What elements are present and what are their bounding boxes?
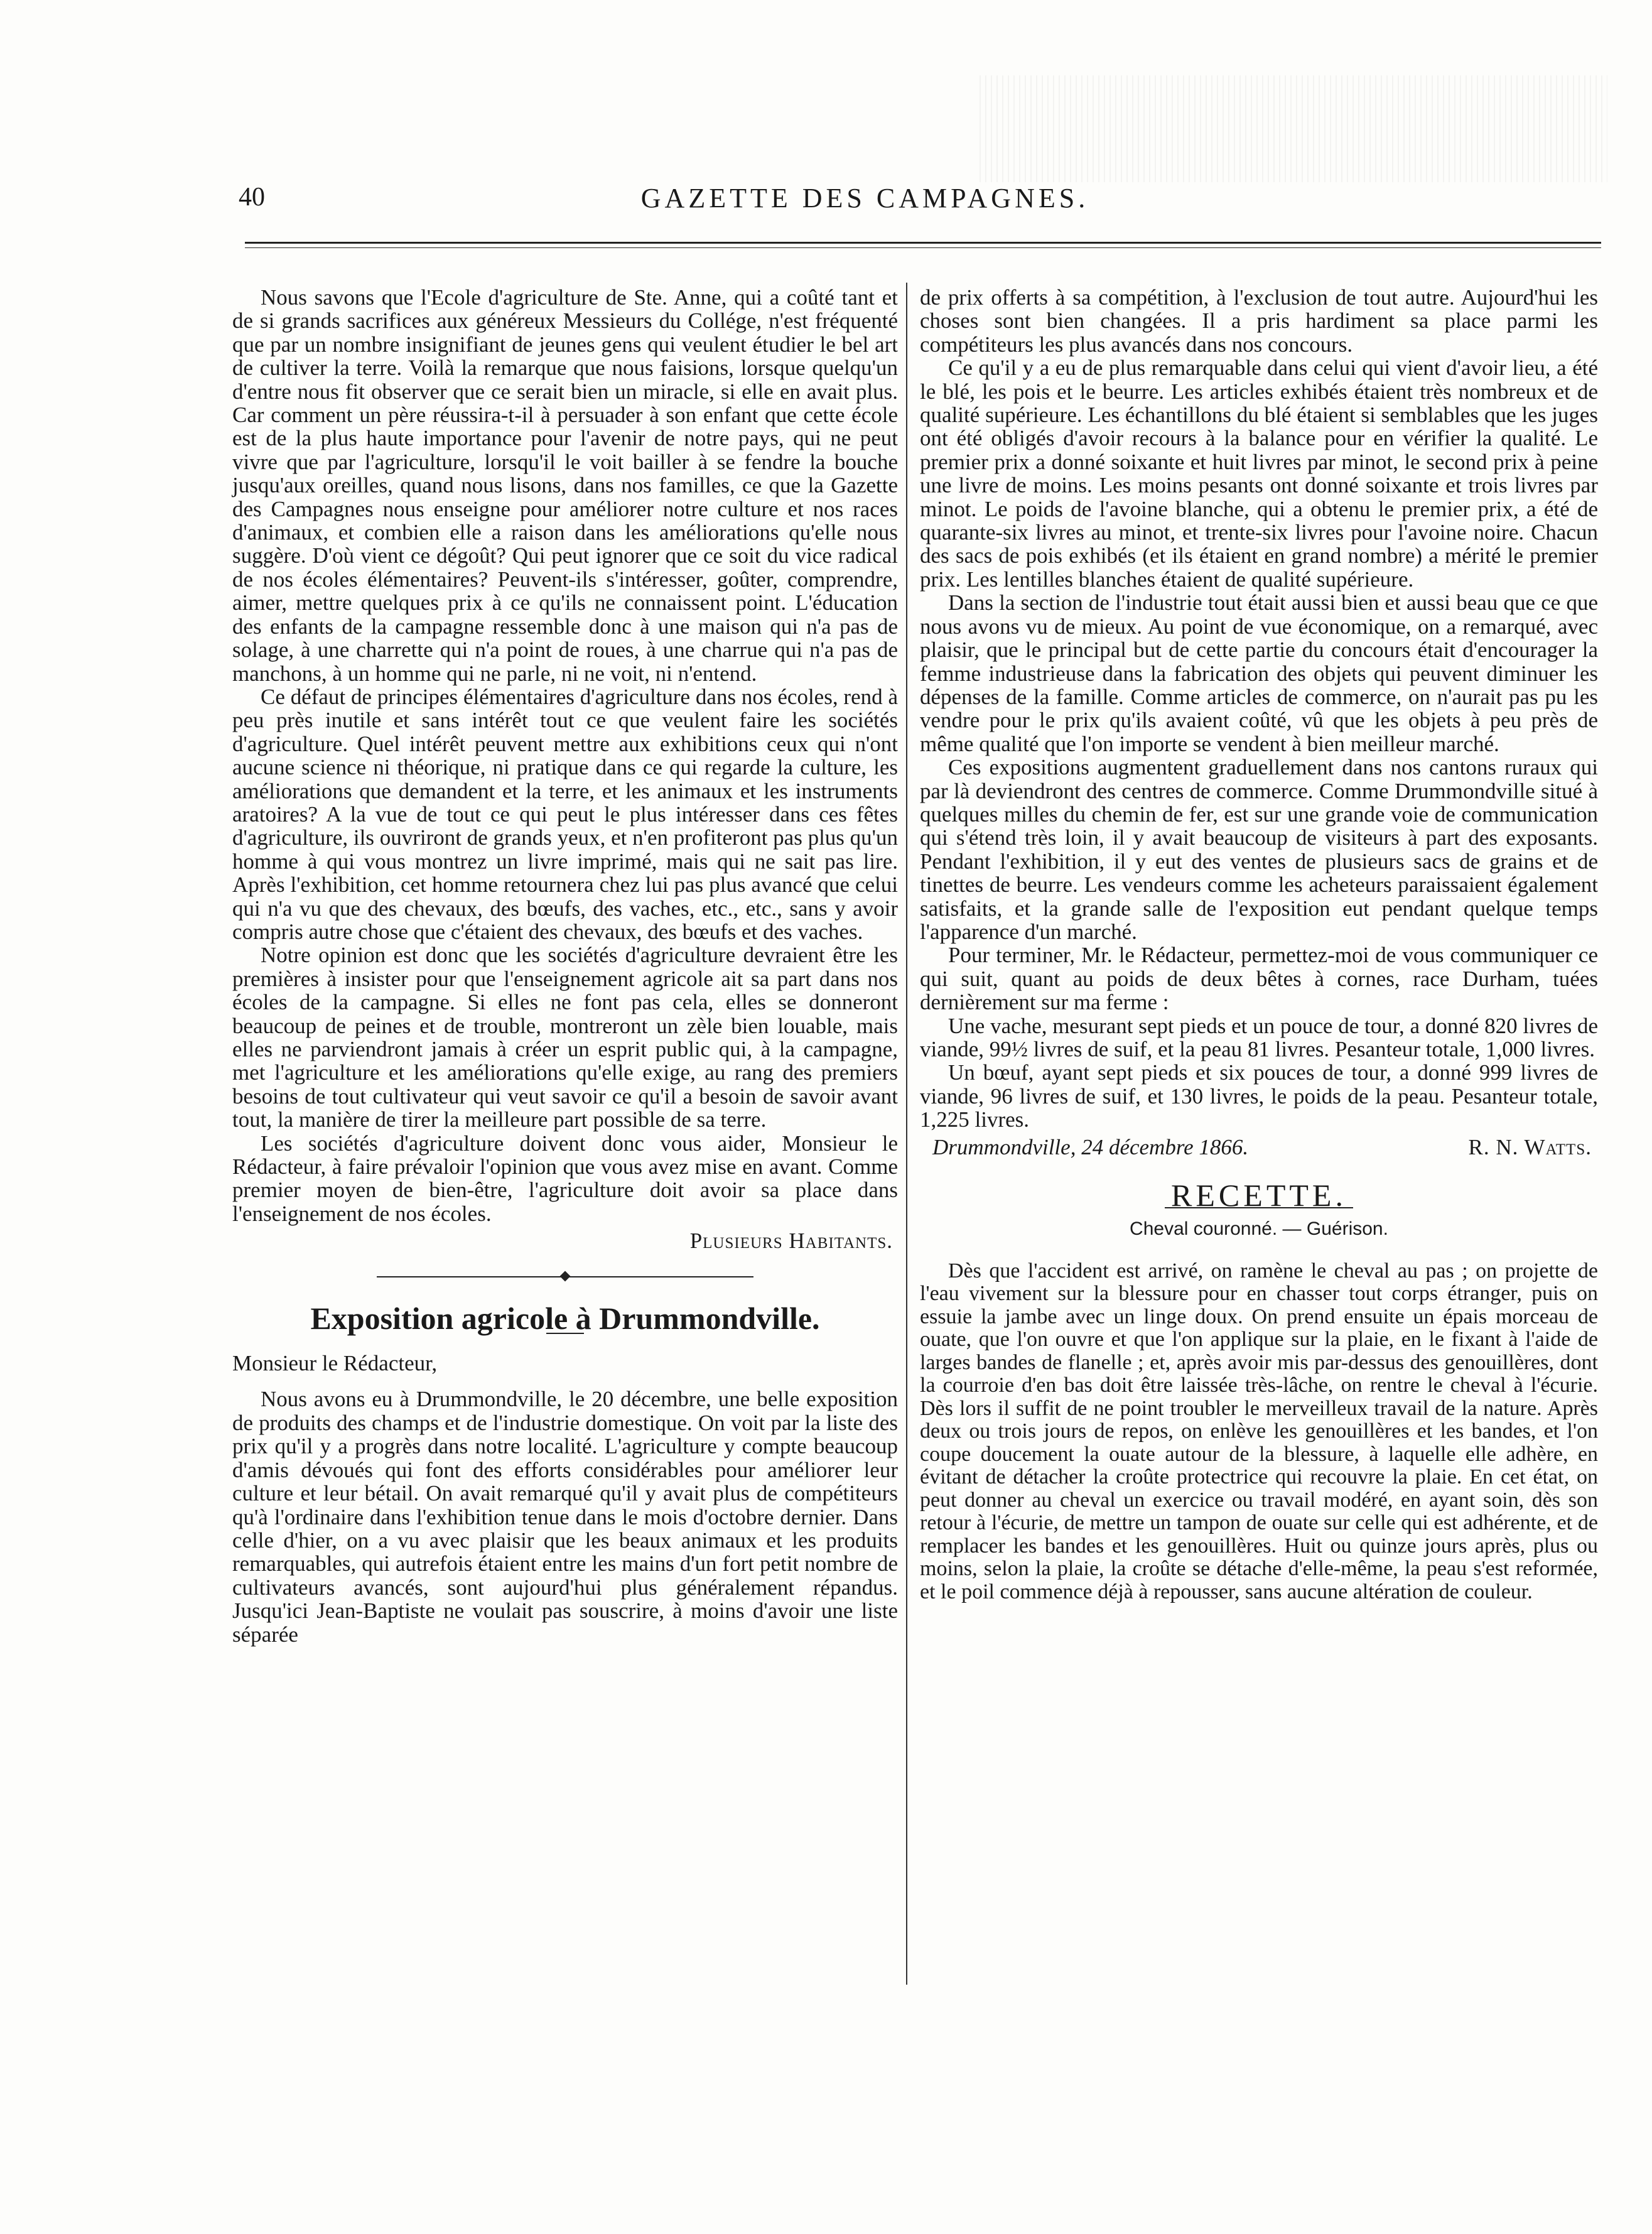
paragraph: Dès que l'accident est arrivé, on ramène le cheval au pas ; on projette de l'eau vivement sur la blessure pour en chasser tout corps étranger, puis on essuie la jambe avec un linge doux. On prend ensuite un épais morceau de ouate, que l'on ouvre et que l'on applique sur la plaie, en le fixant à l'aide de larges bandes de flanelle ; et, après avoir mis par-dessus des genouillères, dont la courroie d'en bas doit être laissée très-lâche, on rentre le cheval à l'écurie. Dès lors il suffit de ne point troubler le merveilleux travail de la nature. Après deux ou trois jours de repos, on enlève les genouillères et les bandes, et l'on coupe doucement la ouate autour de la blessure, à laquelle elle adhère, en évitant de détacher la croûte protectrice qui recouvre la plaie. En cet état, on peut donner au cheval un exercice ou travail modéré, en ayant soin, dès son retour à l'écurie, de mettre un tampon de ouate sur celle qui est adhérente, et de remplacer les bandes et les genouillères. Huit ou quinze jours après, plus ou moins, selon la plaie, la croûte se détache d'elle-même, la peau s'est reformée, et le poil commence déjà à repousser, sans aucune altération de couleur.	[920, 1259, 1598, 1603]
signature: Plusieurs Habitants.	[689, 1228, 893, 1254]
paragraph: Notre opinion est donc que les sociétés d'agriculture devraient être les premières à insister pour que l'enseignement agricole ait sa part dans nos écoles de la campagne. Si elles ne font pas cela, elles se donneront beaucoup de peines et de trouble, montreront un zèle bien louable, mais elles ne parviendront jamais à créer un esprit public qui, à la campagne, met l'agriculture et les améliorations qu'elle exige, au rang des premiers besoins de tout cultivateur qui veut savoir ce qu'il a besoin de savoir avant tout, la manière de tirer la meilleure part possible de sa terre.	[232, 943, 898, 1132]
running-title: GAZETTE DES CAMPAGNES.	[640, 183, 1089, 214]
paragraph: Ce qu'il y a eu de plus remarquable dans celui qui vient d'avoir lieu, a été le blé, les pois et le beurre. Les articles exhibés étaient très nombreux et de qualité supérieure. Les échantillons du blé étaient si semblables que les juges ont été obligés d'avoir recours à la balance pour en vérifier la qualité. Le premier prix a donné soixante et huit livres par minot, le second prix à peine une livre de moins. Les moins pesants ont donné soixante et trois livres par minot. Le poids de l'avoine blanche, qui a obtenu le premier prix, a été de quarante-six livres au minot, et trente-six livres pour l'avoine noire. Chacun des sacs de pois exhibés (et ils étaient en grand nombre) a mérité le premier prix. Les lentilles blanches étaient de qualité supérieure.	[920, 355, 1598, 592]
recipe-title: RECETTE.	[1171, 1178, 1347, 1213]
dateline	[920, 1136, 1598, 1159]
scan-noise	[980, 75, 1607, 182]
date-place: Drummondville, 24 décembre 1866.	[932, 1134, 1249, 1159]
salutation: Monsieur le Rédacteur,	[232, 1351, 438, 1376]
paragraph: Ce défaut de principes élémentaires d'agriculture dans nos écoles, rend à peu près inutile et sans intérêt tout ce que veulent faire les sociétés d'agriculture. Quel intérêt peuvent mettre aux exhibitions ceux qui n'ont aucune science ni théorique, ni pratique dans ce qui regarde la culture, les améliorations que demandent et la terre, et les animaux et les instruments aratoires? A la vue de tout ce qui peut le plus intéresser dans ces fêtes d'agriculture, ils ouvriront de grands yeux, et n'en profiteront pas plus qu'un homme à qui vous montrez un livre imprimé, mais qui ne sait pas lire. Après l'exhibition, cet homme retournera chez lui pas plus avancé que celui qui n'a vu que des chevaux, des bœufs, des vaches, etc., etc., sans y avoir compris autre chose que c'étaient des chevaux, des bœufs et des vaches.	[232, 684, 898, 944]
paragraph: Dans la section de l'industrie tout était aussi bien et aussi beau que ce que nous avons vu de mieux. Au point de vue économique, on a remarqué, avec plaisir, que le principal but de cette partie du concours était d'encourager la femme industrieuse dans la fabrication des objets qui peuvent diminuer les dépenses de la famille. Comme articles de commerce, on n'aurait pas pu les vendre pour le prix qu'ils avaient coûté, vû que les objets à peu près de même qualité que l'on importe se vendent à bien meilleur marché.	[920, 590, 1598, 756]
right-column	[920, 286, 1598, 1603]
ornament-rule	[377, 1274, 753, 1279]
paragraph: Ces expositions augmentent graduellement dans nos cantons ruraux qui par là deviendront des centres de commerce. Comme Drummondville situé à quelques milles du chemin de fer, est sur une grande voie de communication qui s'étend très loin, il y avait beaucoup de visiteurs à part des exposants. Pendant l'exhibition, il y eut des ventes de plusieurs sacs de grains et de tinettes de beurre. Les vendeurs comme les acheteurs paraissaient également satisfaits, et la grande salle de l'exposition eut pendant quelque temps l'apparence d'un marché.	[920, 755, 1598, 944]
page-header	[239, 182, 1491, 226]
section-heading: Exposition agricole à Drummondville.	[310, 1300, 820, 1336]
author: R. N. Watts.	[1468, 1134, 1592, 1159]
page-number: 40	[239, 183, 265, 212]
paragraph: Un bœuf, ayant sept pieds et six pouces de tour, a donné 999 livres de viande, 96 livres de suif, et 130 livres, le poids de la peau. Pesanteur totale, 1,225 livres.	[920, 1060, 1598, 1132]
column-divider	[906, 283, 907, 1985]
paragraph: de prix offerts à sa compétition, à l'exclusion de tout autre. Aujourd'hui les choses sont bien changées. Il a pris hardiment sa place parmi les compétiteurs les plus avancés dans nos concours.	[920, 285, 1598, 357]
paragraph: Nous savons que l'Ecole d'agriculture de Ste. Anne, qui a coûté tant et de si grands sacrifices aux généreux Messieurs du Collége, n'est fréquenté que par un nombre insignifiant de jeunes gens qui veulent étudier le bel art de cultiver la terre. Voilà la remarque que nous faisions, lorsque quelqu'un d'entre nous fit observer que ce serait bien un miracle, si elle en avait plus. Car comment un père réussira-t-il à persuader à son enfant que cette école est de la plus haute importance pour l'avenir de notre pays, qui ne peut vivre que par l'agriculture, lorsqu'il le voit bailler à se fendre la bouche jusqu'aux oreilles, quand nous lisons, dans nos familles, ce que la Gazette des Campagnes nous enseigne pour améliorer notre culture et nos races d'animaux, et combien elle a raison dans les améliorations qu'elle nous suggère. D'où vient ce dégoût? Qui peut ignorer que ce soit du vice radical de nos écoles élémentaires? Peuvent-ils s'intéresser, goûter, comprendre, aimer, mettre quelques prix à ce qu'ils ne connaissent point. L'éducation des enfants de la campagne ressemble donc à une maison qui n'a pas de solage, à une charrette qui n'a point de roues, à une charrue qui n'a pas de manchons, à un homme qui ne parle, ni ne voit, ni n'entend.	[232, 285, 898, 686]
paragraph: Une vache, mesurant sept pieds et un pouce de tour, a donné 820 livres de viande, 99½ livres de suif, et la peau 81 livres. Pesanteur totale, 1,000 livres.	[920, 1013, 1598, 1061]
header-rule	[245, 242, 1601, 248]
paragraph: Pour terminer, Mr. le Rédacteur, permettez-moi de vous communiquer ce qui suit, quant au poids de deux bêtes à cornes, race Durham, tuées dernièrement sur ma ferme :	[920, 943, 1598, 1015]
paragraph: Les sociétés d'agriculture doivent donc vous aider, Monsieur le Rédacteur, à faire prévaloir l'opinion que vous avez mise en avant. Comme premier moyen de bien-être, l'agriculture doit avoir sa place dans l'enseignement de nos écoles.	[232, 1131, 898, 1226]
paragraph: Nous avons eu à Drummondville, le 20 décembre, une belle exposition de produits des champs et de l'industrie domestique. On voit par la liste des prix qu'il y a progrès dans notre localité. L'agriculture y compte beaucoup d'amis dévoués qui font des efforts considérables pour améliorer leur culture et leur bétail. On avait remarqué qu'il y avait plus de compétiteurs qu'à l'ordinaire dans l'exhibition tenue dans le mois d'octobre dernier. Dans celle d'hier, on a vu avec plaisir que les beaux animaux et les produits remarquables, qui autrefois étaient entre les mains d'un fort petit nombre de cultivateurs avancés, sont aujourd'hui plus généralement répandus. Jusqu'ici Jean-Baptiste ne voulait pas souscrire, à moins d'avoir une liste séparée	[232, 1387, 898, 1647]
recipe-subtitle: Cheval couronné. — Guérison.	[1130, 1218, 1388, 1240]
recipe-text	[920, 1260, 1598, 1604]
left-column	[232, 286, 898, 1646]
